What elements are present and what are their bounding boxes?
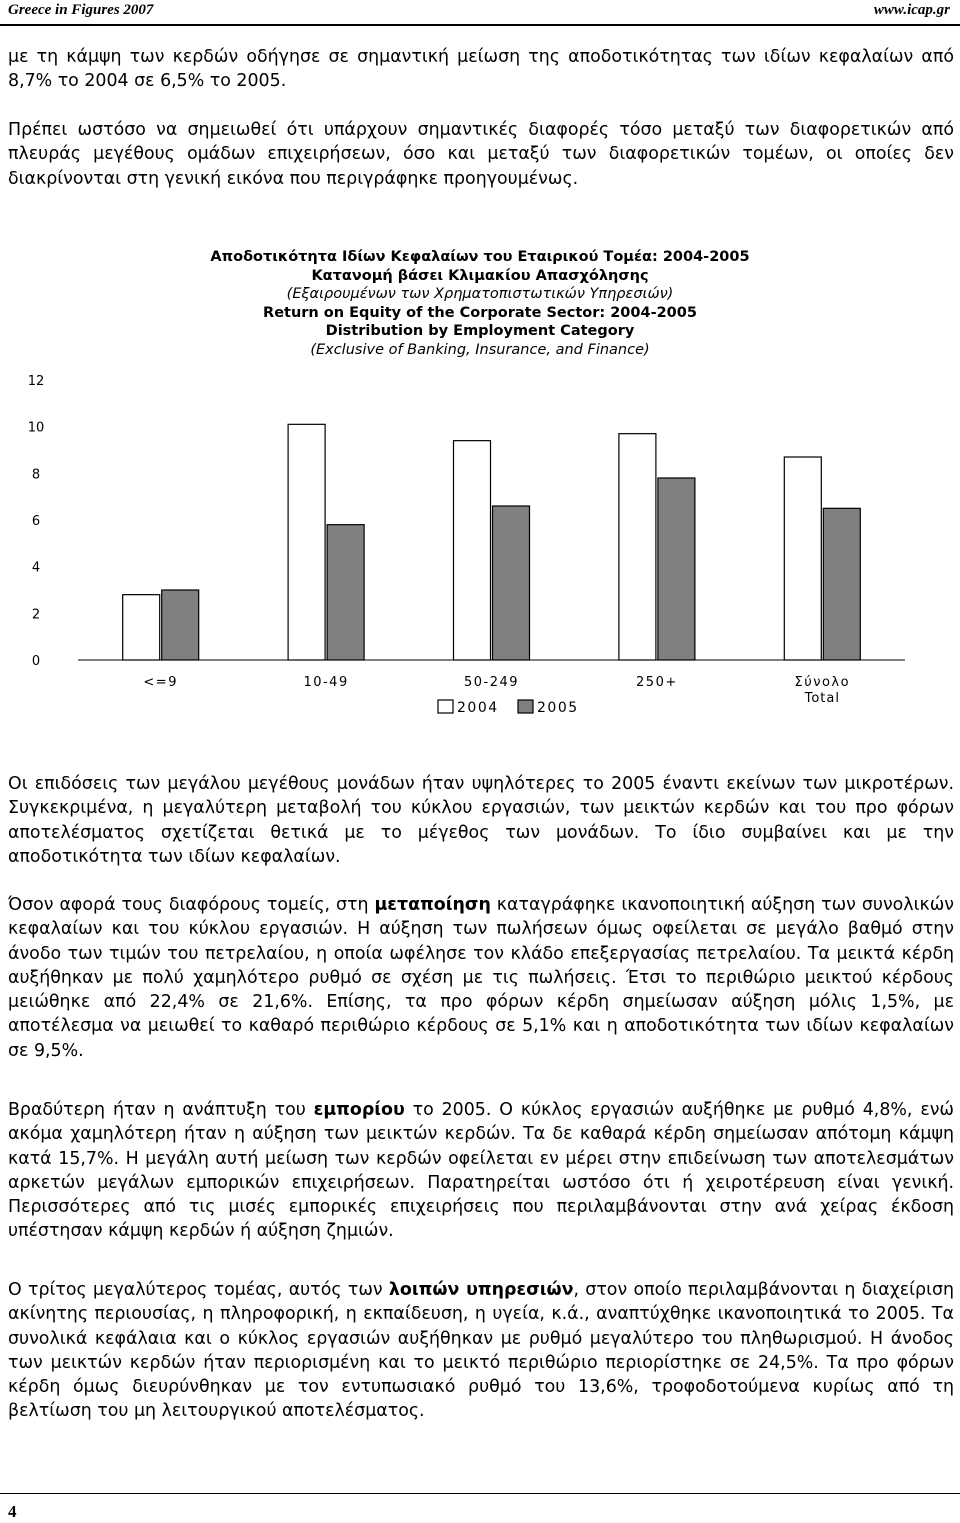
x-tick-label: 50-249: [463, 675, 520, 690]
paragraph-6-pre: Ο τρίτος μεγαλύτερος τομέας, αυτός των: [8, 1280, 389, 1300]
page-number: 4: [8, 1502, 17, 1521]
paragraph-5-post: το 2005. Ο κύκλος εργασιών αυξήθηκε με ρυθμό 4,8%, ενώ ακόμα χαμηλότερη ήταν η αύξηση των μεικτών κερδών. Τα δε καθαρά κέρδη σημείωσαν απότομη κάμψη κατά 15,7%. Η μεγάλη αυτή μείωση των κερδών οφείλεται εν μέρει στην επιδείνωση των αποτελεσμάτων αρκετών μεγάλων εμπορικών επιχειρήσεων. Παρατηρείται ωστόσο ότι ή χειροτέρευση είναι γενική. Περισσότερες από τις μισές εμπορικές επιχειρήσεις που περιλαμβάνονται στην ανά χείρας έκδοση υπέστησαν κάμψη κερδών ή αύξηση ζημιών.: [8, 1100, 954, 1242]
y-tick-label: 10: [27, 420, 45, 436]
paragraph-4-bold: μεταποίηση: [374, 895, 491, 915]
paragraph-5-bold: εμπορίου: [313, 1100, 405, 1120]
y-tick-label: 6: [31, 514, 41, 529]
bar-2005-1: [162, 590, 199, 660]
legend-swatch-2005: [518, 700, 533, 713]
bar-2005-3: [493, 506, 530, 660]
paragraph-3: Οι επιδόσεις των μεγάλου μεγέθους μονάδων ήταν υψηλότερες το 2005 έναντι εκείνων των μικροτέρων. Συγκεκριμένα, η μεγαλύτερη μεταβολή του κύκλου εργασιών, των μεικτών κερδών και του προ φόρων αποτελέσματος σχετίζεται θετικά με το μέγεθος των μονάδων. Το ίδιο συμβαίνει και με την αποδοτικότητα των ιδίων κεφαλαίων.: [8, 774, 954, 867]
y-tick-label: 2: [31, 607, 41, 623]
publication-title: Greece in Figures 2007: [8, 2, 154, 18]
y-tick-label: 12: [27, 374, 45, 389]
legend-label-2004: 2004: [457, 700, 499, 716]
chart-title-en: Return on Equity of the Corporate Sector: 2004-2005: [263, 304, 697, 321]
legend-swatch-2004: [438, 700, 453, 713]
roe-bar-chart: [0, 360, 960, 730]
chart-title-block: [0, 248, 960, 360]
x-tick-sublabel: Total: [804, 691, 840, 706]
paragraph-1: με τη κάμψη των κερδών οδήγησε σε σημαντική μείωση της αποδοτικότητας των ιδίων κεφαλαίων από 8,7% το 2004 σε 6,5% το 2005.: [8, 47, 954, 92]
page-header: [0, 0, 960, 26]
paragraph-4-post: καταγράφηκε ικανοποιητική αύξηση των συνολικών κεφαλαίων και του κύκλου εργασιών. Η αύξηση των πωλήσεων όμως οφείλεται σε μεγάλο βαθμό στην άνοδο των τιμών του πετρελαίου, η οποία ωφέλησε τον κλάδο επεξεργασίας πετρελαίου. Τα μεικτά κέρδη αυξήθηκαν με πολύ χαμηλότερο ρυθμό σε σχέση με τις πωλήσεις. Έτσι το περιθώριο μεικτού κέρδους μειώθηκε από 22,4% σε 21,6%. Επίσης, τα προ φόρων κέρδη σημείωσαν αύξηση μόλις 1,5%, με αποτέλεσμα να μειωθεί το καθαρό περιθώριο κέρδους σε 5,1% και η αποδοτικότητα των ιδίων κεφαλαίων σε 9,5%.: [8, 895, 955, 1061]
bar-2005-2: [327, 525, 364, 660]
bar-2004-1: [123, 595, 160, 660]
chart-title-gr: Αποδοτικότητα Ιδίων Κεφαλαίων του Εταιρικού Τομέα: 2004-2005: [210, 249, 750, 265]
paragraph-6-bold: λοιπών υπηρεσιών: [388, 1280, 574, 1300]
bar-2004-2: [288, 424, 325, 660]
x-tick-label: Σύνολο: [794, 675, 851, 690]
paragraph-6: [8, 1278, 954, 1424]
y-tick-label: 8: [31, 467, 41, 483]
chart-subtitle-en: Distribution by Employment Category: [325, 323, 635, 340]
bar-2004-4: [619, 434, 656, 660]
legend-label-2005: 2005: [537, 700, 579, 716]
website-url[interactable]: www.icap.gr: [873, 2, 950, 18]
x-tick-label: 10-49: [303, 675, 349, 690]
bar-2004-5: [784, 457, 821, 660]
chart-note-en: (Exclusive of Banking, Insurance, and Finance): [310, 341, 650, 358]
paragraph-2: Πρέπει ωστόσο να σημειωθεί ότι υπάρχουν σημαντικές διαφορές τόσο μεταξύ των διαφορετικών από πλευράς μεγέθους ομάδων επιχειρήσεων, όσο και μεταξύ των διαφορετικών τομέων, οι οποίες δεν διακρίνονται στη γενική εικόνα που περιγράφηκε προηγουμένως.: [8, 120, 954, 189]
page-footer: [0, 1493, 960, 1521]
paragraph-4: [8, 893, 954, 1063]
bar-2004-3: [454, 441, 491, 660]
paragraph-5-pre: Βραδύτερη ήταν η ανάπτυξη του: [8, 1100, 314, 1120]
y-tick-label: 4: [31, 560, 41, 576]
chart-subtitle-gr: Κατανομή βάσει Κλιμακίου Απασχόλησης: [311, 267, 649, 284]
x-tick-label: 250+: [636, 675, 678, 690]
paragraph-5: [8, 1098, 954, 1244]
chart-note-gr: (Εξαιρουμένων των Χρηματοπιστωτικών Υπηρεσιών): [286, 286, 674, 303]
paragraph-4-pre: Όσον αφορά τους διαφόρους τομείς, στη: [8, 895, 375, 915]
bar-2005-4: [658, 478, 695, 660]
y-tick-label: 0: [31, 654, 41, 669]
bar-2005-5: [823, 508, 860, 660]
paragraph-6-post: , στον οποίο περιλαμβάνονται η διαχείριση ακίνητης περιουσίας, η πληροφορική, η εκπαίδευση, η υγεία, κ.ά., αναπτύχθηκε ικανοποιητικά το 2005. Τα συνολικά κεφάλαια και ο κύκλος εργασιών αυξήθηκαν με ρυθμό μεγαλύτερο του πληθωρισμού. Η άνοδος των μεικτών κερδών ήταν περιορισμένη και το μεικτό περιθώριο περιορίστηκε σε 24,5%. Τα προ φόρων κέρδη όμως διευρύνθηκαν με τον εντυπωσιακό ρυθμό του 13,6%, τροφοδοτούμενα κυρίως από τη βελτίωση του μη λειτουργικού αποτελέσματος.: [8, 1280, 955, 1422]
x-tick-label: <=9: [143, 675, 178, 690]
